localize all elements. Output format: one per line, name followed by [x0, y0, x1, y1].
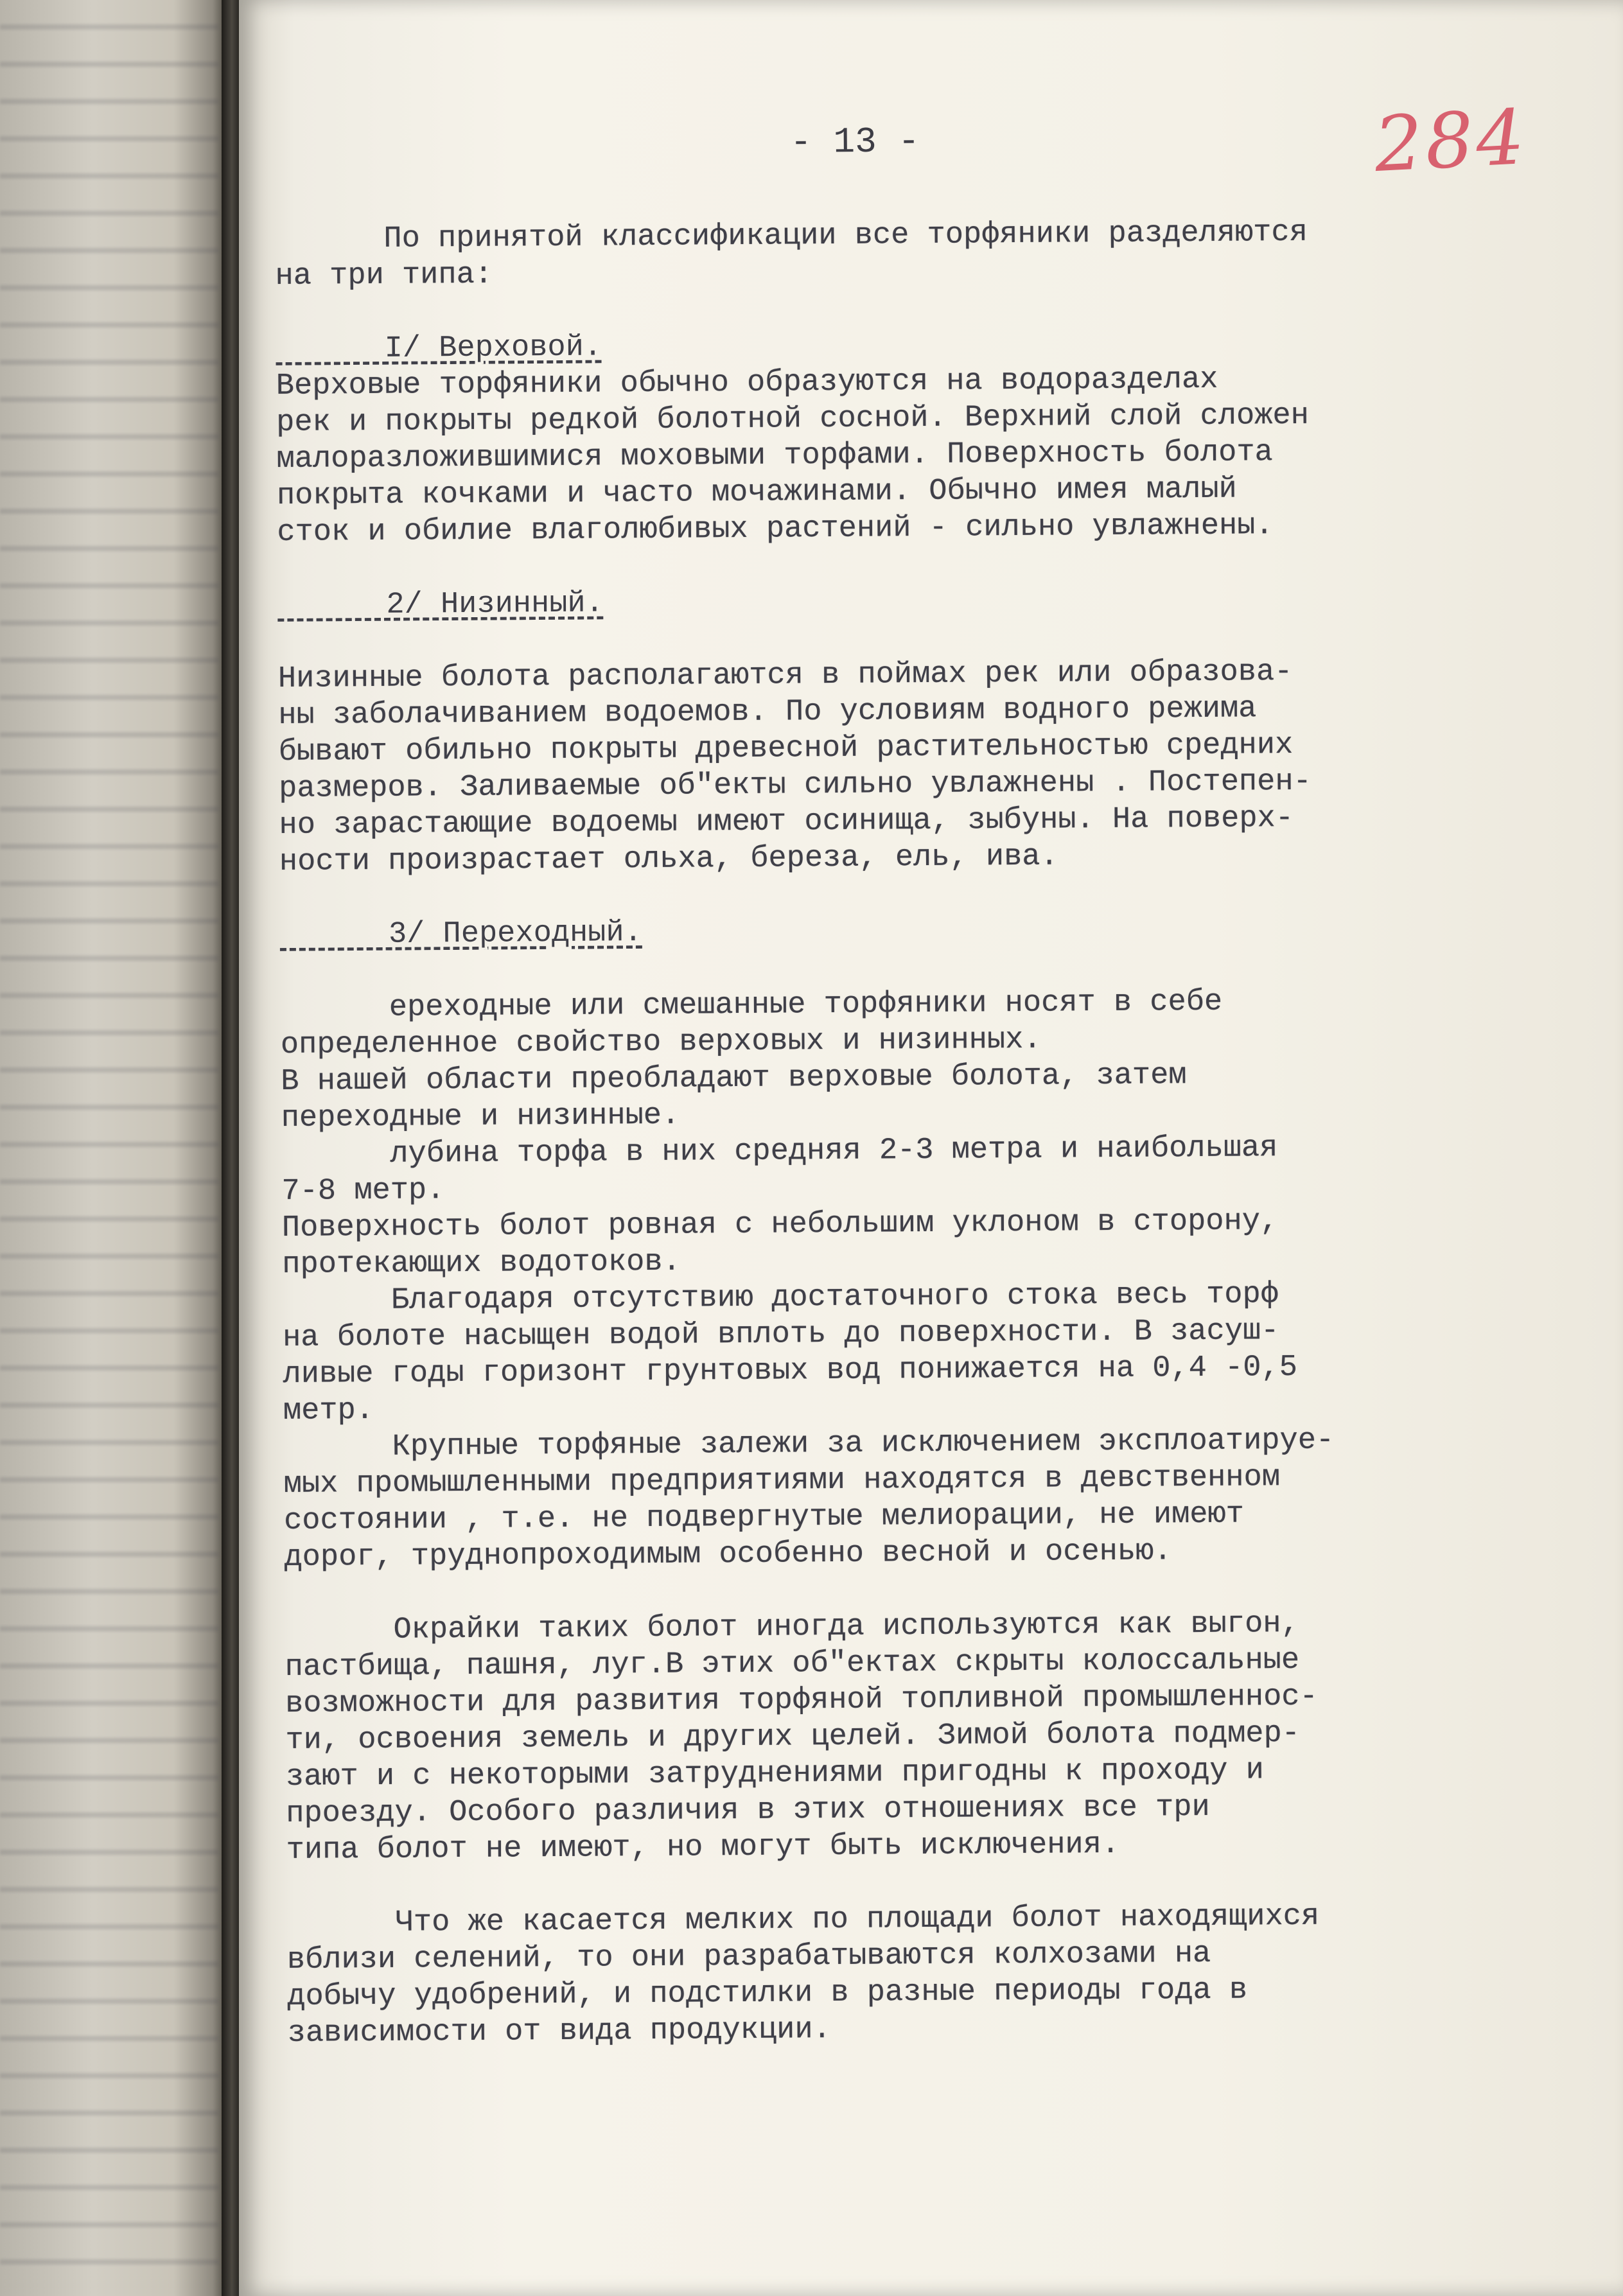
- text-line: типа болот не имеют, но могут быть исключения.: [286, 1827, 1120, 1868]
- text-line: на болоте насыщен водой вплоть до поверхности. В засуш-: [282, 1314, 1279, 1355]
- text-line: протекающих водотоков.: [282, 1245, 681, 1282]
- section-heading-nizinny: 2/ Низинный.: [277, 586, 604, 623]
- text-line: ности произрастает ольха, береза, ель, ива.: [279, 839, 1058, 879]
- folio-number: 284: [1372, 92, 1529, 189]
- page-number: - 13 -: [790, 121, 920, 163]
- text-line: Крупные торфяные залежи за исключением эксплоатируе-: [283, 1423, 1335, 1465]
- text-line: 7-8 метр.: [281, 1173, 445, 1209]
- text-line: метр.: [283, 1393, 374, 1428]
- text-line: ти, освоения земель и других целей. Зимой болота подмер-: [285, 1716, 1301, 1758]
- text-line: зависимости от вида продукции.: [287, 2013, 832, 2051]
- text-line: ливые годы горизонт грунтовых вод понижается на 0,4 -0,5: [283, 1350, 1298, 1392]
- section-heading-perekhodny: 3/ Переходный.: [279, 916, 643, 952]
- text-line: Поверхность болот ровная с небольшим уклоном в сторону,: [281, 1204, 1279, 1245]
- text-line: лубина торфа в них средняя 2-3 метра и наибольшая: [281, 1131, 1278, 1172]
- text-line: состоянии , т.е. не подвергнутые мелиорации, не имеют: [283, 1497, 1245, 1538]
- text-line: зают и с некоторыми затруднениями пригодны к проходу и: [285, 1753, 1265, 1794]
- text-line: проезду. Особого различия в этих отношениях все три: [286, 1790, 1210, 1831]
- facing-page-ghost-text: [0, 0, 218, 2296]
- text-line: малоразложившимися моховыми торфами. Поверхность болота: [276, 435, 1273, 477]
- text-line: покрыта кочками и часто мочажинами. Обычно имея малый: [276, 472, 1237, 513]
- text-line: но зарастающие водоемы имеют осинища, зыбуны. На поверх-: [279, 801, 1294, 843]
- facing-page-edge: [0, 0, 231, 2296]
- text-line: Благодаря отсутствию достаточного стока весь торф: [282, 1277, 1279, 1319]
- text-line: вблизи селений, то они разрабатываются колхозами на: [286, 1936, 1211, 1977]
- text-line: Верховые торфяники обычно образуются на водоразделах: [276, 362, 1218, 403]
- text-line: рек и покрыты редкой болотной сосной. Верхний слой сложен: [276, 398, 1310, 440]
- text-line: переходные и низинные.: [281, 1098, 680, 1135]
- text-line: определенное свойство верховых и низинных.: [280, 1022, 1042, 1062]
- text-line: сток и обилие влаголюбивых растений - сильно увлажнены.: [277, 509, 1274, 550]
- text-line: бывают обильно покрыты древесной растительностью средних: [278, 728, 1294, 769]
- text-line: размеров. Заливаемые об"екты сильно увлажнены . Постепен-: [278, 764, 1312, 806]
- text-line: Что же касается мелких по площади болот находящихся: [286, 1899, 1320, 1941]
- text-line: По принятой классификации все торфяники разделяются: [275, 215, 1308, 257]
- text-line: на три типа:: [275, 258, 493, 294]
- section-heading-verkhovoy: I/ Верховой.: [276, 330, 602, 367]
- text-line: мых промышленными предприятиями находятся в девственном: [283, 1460, 1281, 1502]
- text-line: В нашей области преобладают верховые болота, затем: [281, 1058, 1187, 1099]
- text-line: ереходные или смешанные торфяники носят в себе: [280, 985, 1223, 1026]
- text-line: возможности для развития торфяной топливной промышленнос-: [285, 1679, 1318, 1721]
- text-line: добычу удобрений, и подстилки в разные периоды года в: [287, 1973, 1248, 2014]
- text-line: пастбища, пашня, луг.В этих об"ектах скрыты колоссальные: [285, 1643, 1300, 1685]
- body-text: [275, 213, 1572, 2052]
- text-line: дорог, труднопроходимым особенно весной и осенью.: [284, 1534, 1172, 1575]
- text-line: Окрайки таких болот иногда используются как выгон,: [285, 1606, 1299, 1648]
- text-line: ны заболачиванием водоемов. По условиям водного режима: [278, 692, 1257, 733]
- text-line: Низинные болота располагаются в поймах рек или образова-: [277, 654, 1293, 696]
